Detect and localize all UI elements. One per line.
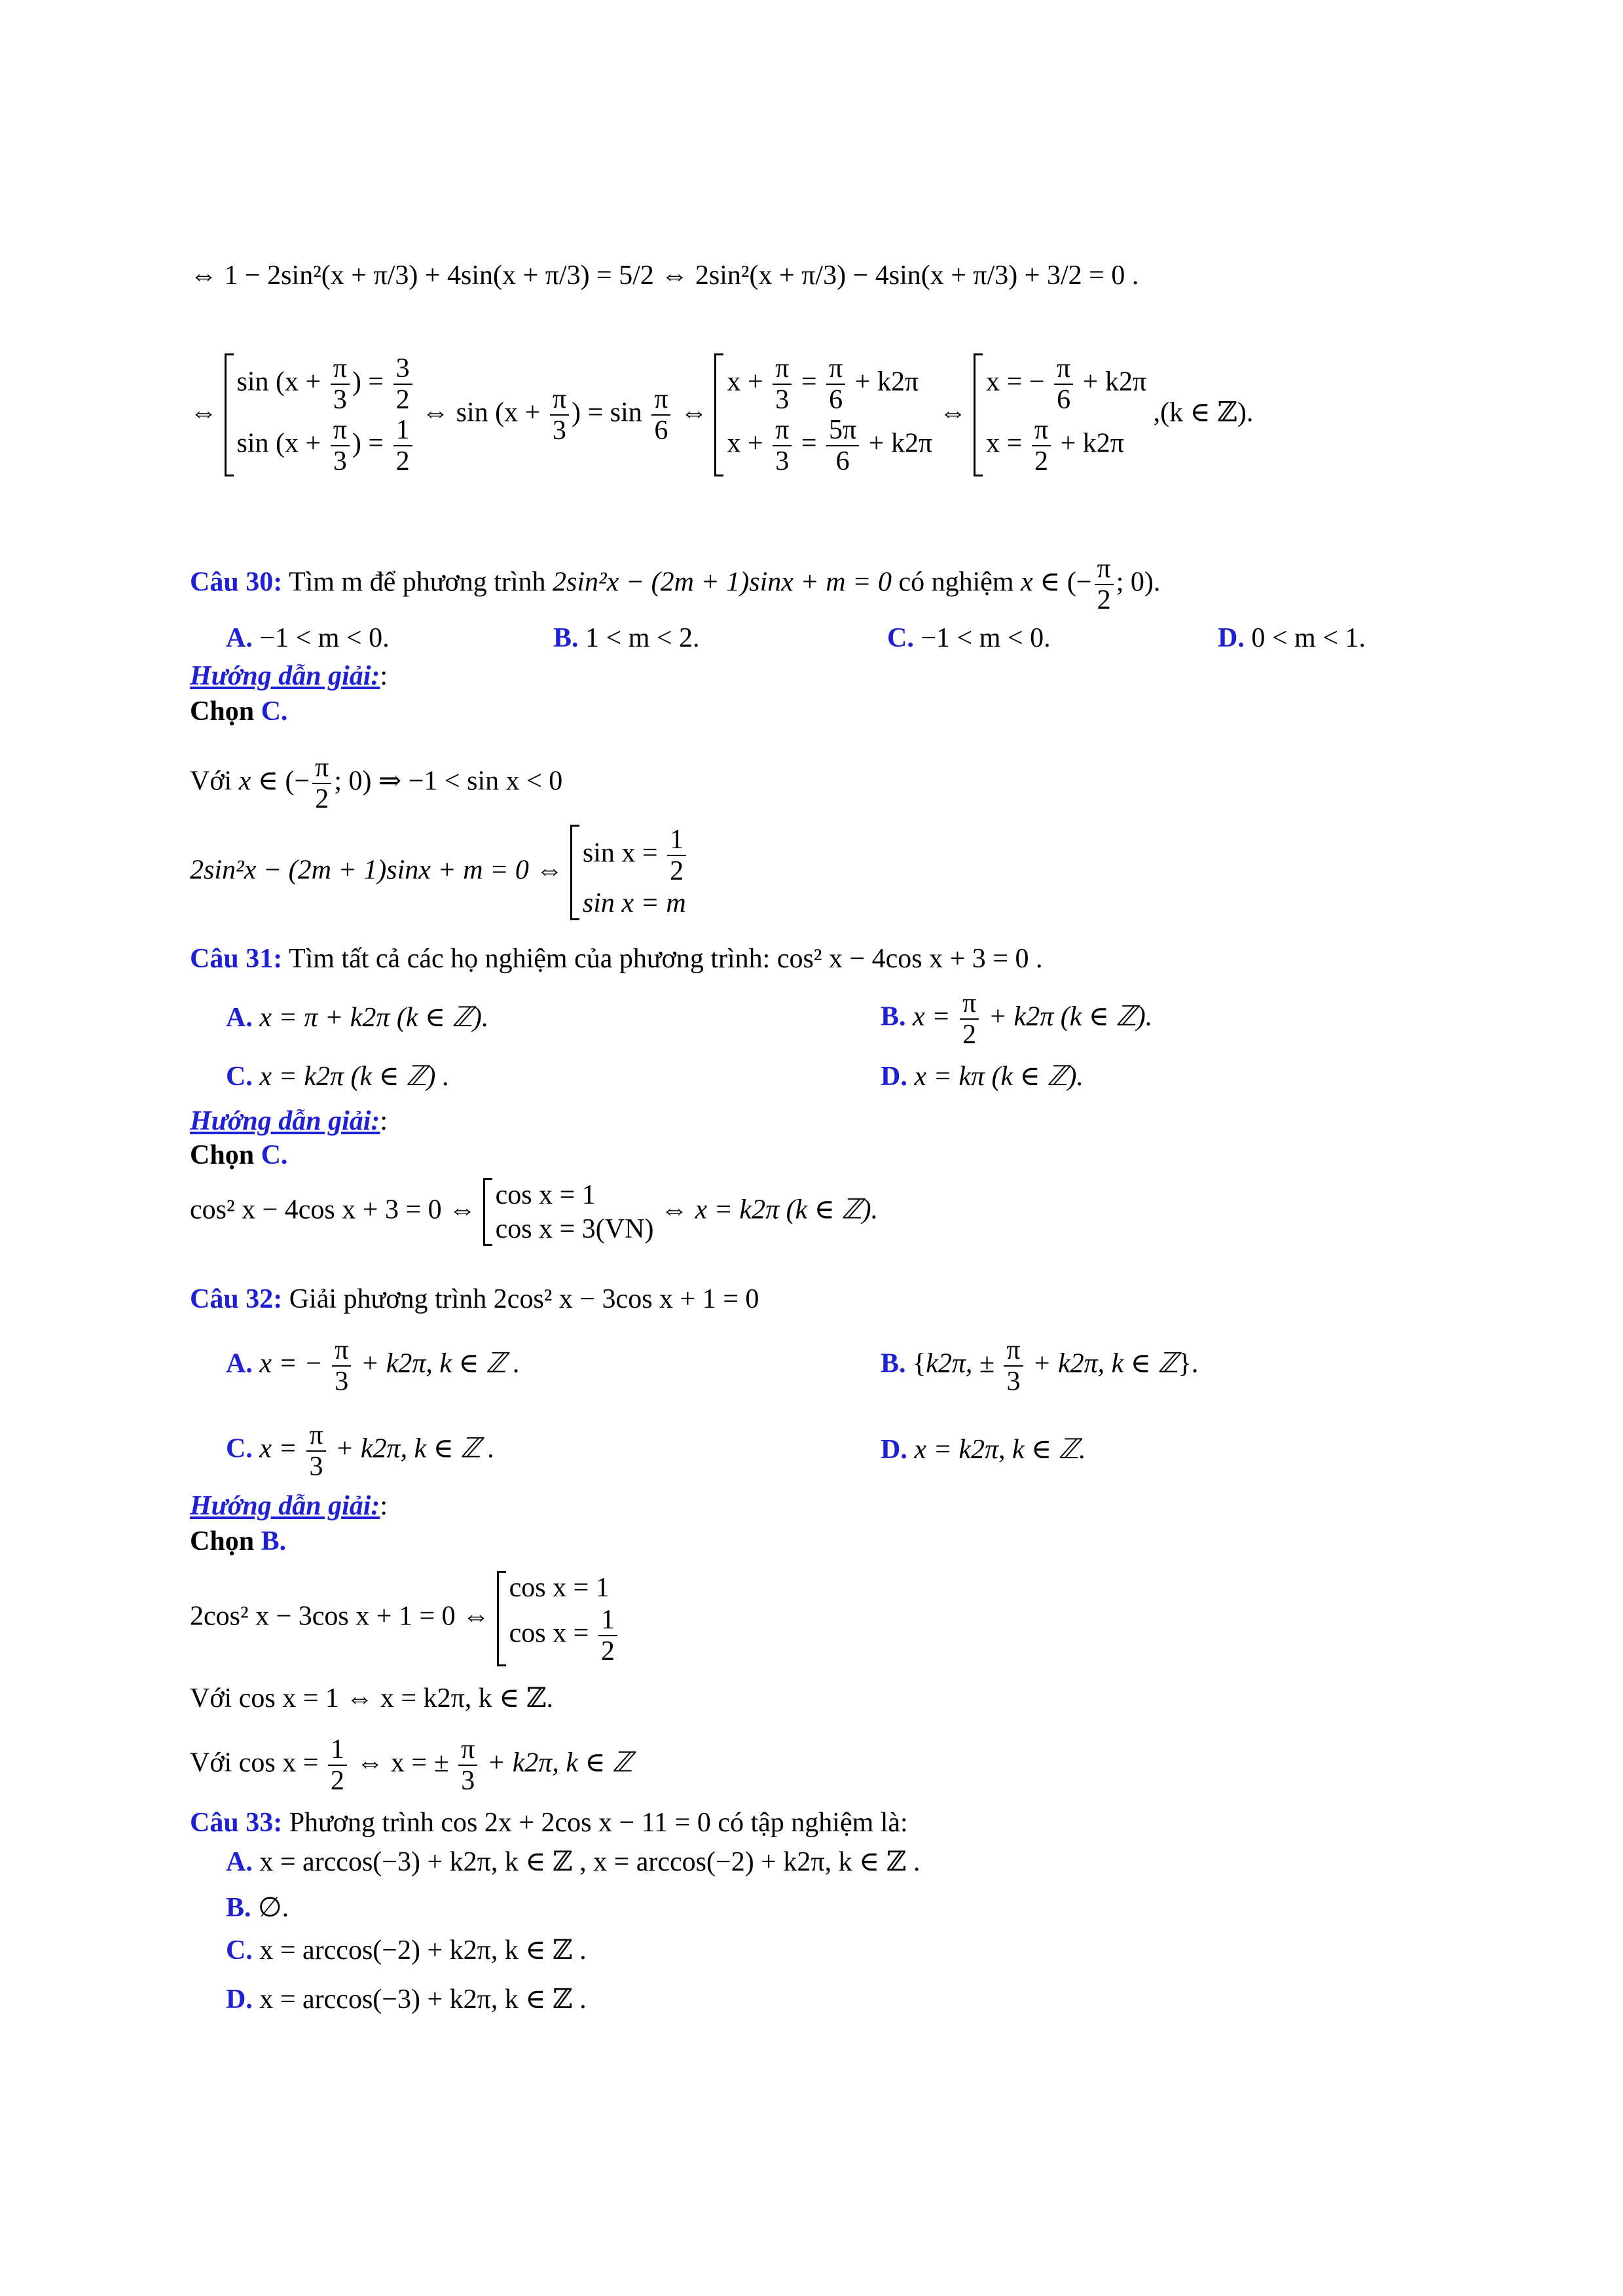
x-plus: x + — [285, 428, 321, 459]
frac-den: 2 — [395, 385, 410, 415]
option-label: D. — [881, 1435, 907, 1465]
question-31 — [190, 942, 1042, 975]
fraction — [331, 353, 350, 415]
q33-option-c[interactable] — [226, 1934, 587, 1967]
option-text: x = arccos(−2) + k2π, k ∈ ℤ . — [259, 1935, 587, 1965]
fraction — [312, 753, 331, 814]
option-label: C. — [887, 623, 914, 653]
k2pi: + k2π — [854, 367, 919, 397]
case-text: sin x = — [582, 838, 658, 869]
x-plus: x + — [727, 367, 763, 397]
choose-label: Chọn — [190, 696, 255, 726]
q31-option-a[interactable] — [226, 1001, 488, 1034]
frac-den: 2 — [315, 784, 329, 814]
frac-num: 1 — [598, 1605, 617, 1636]
option-text: 1 < m < 2. — [585, 623, 700, 653]
option-text: x = kπ (k ∈ ℤ). — [914, 1062, 1084, 1092]
frac-num: π — [331, 415, 350, 446]
frac-den: 3 — [333, 446, 347, 476]
option-label: A. — [226, 1847, 253, 1877]
solution-lhs: 2sin²x − (2m + 1)sinx + m = 0 ⇔ — [190, 855, 564, 886]
guide-text: Hướng dẫn giải: — [190, 1491, 380, 1521]
frac-den: 6 — [1057, 385, 1071, 415]
q30-solution — [190, 825, 689, 920]
k2pi: + k2π — [868, 428, 933, 459]
k2pi: + k2π — [1082, 367, 1147, 397]
q33-option-d[interactable] — [226, 1983, 587, 2016]
case-bracket — [497, 1571, 620, 1666]
sin-text: sin — [236, 428, 269, 459]
option-label: B. — [226, 1893, 251, 1923]
frac-num: π — [1004, 1335, 1023, 1367]
fraction — [458, 1734, 477, 1796]
fraction — [773, 415, 792, 476]
fraction — [773, 353, 792, 415]
fraction — [550, 384, 569, 446]
option-text: x = − — [259, 1348, 323, 1379]
choose-label: Chọn — [190, 1526, 255, 1556]
fraction — [960, 988, 979, 1050]
x-eq: x = — [986, 428, 1023, 459]
option-label: B. — [881, 1001, 906, 1032]
x-plus: x + — [285, 367, 321, 397]
q31-option-c[interactable] — [226, 1060, 450, 1093]
guide-colon: : — [380, 1491, 388, 1521]
with-label: Với — [190, 766, 232, 797]
frac-num: 1 — [393, 415, 412, 446]
equation-line-1 — [190, 259, 1139, 292]
question-equation: cos² x − 4cos x + 3 = 0 . — [776, 944, 1043, 974]
question-text: Giải phương trình — [289, 1284, 487, 1314]
question-equation: 2cos² x − 3cos x + 1 = 0 — [493, 1284, 759, 1314]
frac-num: π — [1054, 353, 1073, 385]
frac-den: 3 — [309, 1452, 323, 1482]
option-c[interactable] — [887, 622, 1051, 655]
option-label: D. — [1218, 623, 1245, 653]
q32-with-2 — [190, 1734, 632, 1796]
equation-text: ⇔ 1 − 2sin²(x + π/3) + 4sin(x + π/3) = 5/2 ⇔ 2sin²(x + π/3) − 4sin(x + π/3) + 3/2 = 0 . — [190, 260, 1139, 291]
solution-lhs: 2cos² x − 3cos x + 1 = 0 ⇔ — [190, 1601, 490, 1632]
equals-sign: = — [368, 428, 384, 459]
frac-num: π — [331, 353, 350, 385]
fraction — [826, 415, 859, 476]
guide-heading — [190, 1490, 388, 1522]
q32-option-b[interactable]: B. {k2π, ± $\frac{\pi}{3}$ + k2π, k ∈ ℤ}. — [881, 1335, 1199, 1397]
option-a[interactable] — [226, 622, 390, 655]
fraction — [1032, 415, 1051, 476]
frac-den: 2 — [395, 446, 410, 476]
sin-text: sin — [236, 367, 269, 397]
q31-solution — [190, 1178, 878, 1246]
option-text: x = arccos(−3) + k2π, k ∈ ℤ . — [259, 1984, 587, 2015]
option-label: C. — [226, 1433, 253, 1464]
guide-heading — [190, 1105, 388, 1138]
frac-num: π — [773, 415, 792, 446]
guide-colon: : — [380, 661, 388, 691]
case-bracket — [570, 825, 689, 920]
question-equation: 2sin²x − (2m + 1)sinx + m = 0 — [553, 567, 892, 598]
option-text: −1 < m < 0. — [921, 623, 1051, 653]
frac-den: 6 — [829, 385, 843, 415]
q33-option-a[interactable] — [226, 1846, 920, 1878]
option-text: + k2π, k ∈ ℤ . — [335, 1433, 495, 1464]
option-text: x = — [913, 1001, 951, 1032]
question-label: Câu 33: — [190, 1808, 283, 1838]
case-bracket — [974, 353, 1146, 476]
guide-text: Hướng dẫn giải: — [190, 1106, 380, 1136]
fraction — [331, 415, 350, 476]
frac-num: π — [312, 753, 331, 784]
question-32 — [190, 1283, 759, 1316]
case-row — [727, 415, 932, 476]
case-row — [727, 353, 932, 415]
frac-den: 3 — [461, 1766, 475, 1796]
with-text: Với cos x = — [190, 1748, 319, 1778]
fraction — [667, 825, 686, 886]
choose-label: Chọn — [190, 1140, 255, 1170]
frac-den: 3 — [335, 1367, 349, 1397]
equals-sign: = — [801, 367, 817, 397]
case-row — [496, 1212, 654, 1246]
option-text: x = k2π (k ∈ ℤ) . — [259, 1062, 450, 1092]
fraction — [306, 1420, 325, 1482]
frac-den: 6 — [654, 416, 668, 446]
option-text: x = — [259, 1433, 297, 1464]
q33-option-b[interactable] — [226, 1892, 289, 1924]
x-plus: x + — [727, 428, 763, 459]
k-integer: ,(k ∈ ℤ). — [1153, 397, 1254, 428]
fraction — [651, 384, 670, 446]
equals-sin: = sin — [587, 397, 642, 428]
option-label: B. — [881, 1348, 906, 1379]
option-label: A. — [226, 1348, 253, 1379]
case-row: sin (x + $\frac{\pi}{3}$ ) = $\frac{1}{2}$ — [237, 415, 415, 476]
frac-num: π — [550, 384, 569, 416]
x-eq: x = − — [986, 367, 1045, 397]
case-bracket — [225, 353, 415, 476]
guide-text: Hướng dẫn giải: — [190, 661, 380, 691]
q30-with: Với x ∈ (− $\frac{\pi}{2}$ ; 0) ⇒ −1 < sin x < 0 — [190, 753, 563, 814]
choice-answer: C. — [261, 696, 288, 726]
option-label: B. — [553, 623, 579, 653]
frac-num: 3 — [393, 353, 412, 385]
frac-num: π — [960, 988, 979, 1020]
option-label: A. — [226, 1003, 253, 1033]
case-row — [986, 353, 1146, 415]
case-row — [986, 415, 1146, 476]
frac-den: 2 — [962, 1020, 977, 1050]
case-text: cos x = — [509, 1618, 589, 1649]
option-text: x = k2π, k ∈ ℤ. — [914, 1435, 1086, 1465]
option-d[interactable] — [1218, 622, 1366, 655]
frac-den: 2 — [330, 1766, 344, 1796]
case-row — [509, 1605, 620, 1666]
frac-den: 3 — [333, 385, 347, 415]
question-text: Tìm m để phương trình — [288, 567, 546, 598]
q32-option-c[interactable] — [226, 1420, 495, 1482]
case-row — [583, 825, 689, 886]
case-row — [509, 1571, 620, 1605]
option-b[interactable] — [553, 622, 700, 655]
fraction — [393, 353, 412, 415]
q32-option-d[interactable] — [881, 1433, 1086, 1466]
question-label: Câu 30: — [190, 567, 283, 598]
frac-num: π — [306, 1420, 325, 1452]
equation-system-1: ⇔ sin (x + $\frac{\pi}{3}$ ) = $\frac{3}{2}$ sin (x + $\frac{\pi}{3}$ ) = $\frac{1}{2}$ ⇔ sin (x + $\frac{\pi}{3}$ ) = sin $\frac{\pi}{6}$ ⇔ x + $\frac{\pi}{3}$ = $\frac{\pi}{6}$ + k2π x + $\frac{\pi}{3}$ = $\frac{5\pi}{6}$ + k2π ⇔ x = − $\frac{\pi}{6}$ + k2π x = $\frac{\pi}{2}$ + k2π ,(k ∈ ℤ). — [190, 353, 1254, 476]
frac-num: 5π — [826, 415, 859, 446]
equiv-arrow: ⇔ — [190, 397, 217, 428]
frac-num: π — [458, 1734, 477, 1766]
with-text: Với cos x = 1 ⇔ x = k2π, k ∈ ℤ. — [190, 1683, 554, 1713]
frac-den: 3 — [552, 416, 566, 446]
fraction — [393, 415, 412, 476]
option-label: A. — [226, 623, 253, 653]
frac-num: π — [1095, 554, 1114, 585]
frac-num: π — [826, 353, 845, 385]
equals-sign: = — [368, 367, 384, 397]
option-text: k2π, ± — [926, 1348, 994, 1379]
question-condition: có nghiệm — [898, 567, 1014, 598]
solution-rhs: ⇔ x = k2π (k ∈ ℤ). — [660, 1194, 879, 1225]
option-text: + k2π (k ∈ ℤ). — [988, 1001, 1153, 1032]
frac-den: 3 — [1006, 1367, 1021, 1397]
fraction — [1095, 554, 1114, 615]
case-row: sin (x + $\frac{\pi}{3}$ ) = $\frac{3}{2}$ — [237, 353, 415, 415]
interval-pre: x ∈ — [1021, 567, 1061, 598]
x-plus: x + — [504, 397, 541, 428]
q32-solution — [190, 1571, 620, 1666]
question-label: Câu 31: — [190, 944, 283, 974]
option-label: C. — [226, 1935, 253, 1965]
frac-den: 2 — [1097, 585, 1111, 615]
case-row — [496, 1178, 654, 1212]
case-text: cos x = 1 — [509, 1573, 610, 1603]
frac-num: 1 — [328, 1734, 347, 1766]
fraction — [826, 353, 845, 415]
frac-den: 2 — [1034, 446, 1048, 476]
equals-sign: = — [801, 428, 817, 459]
option-text: −1 < m < 0. — [259, 623, 390, 653]
option-text: + k2π, k ∈ ℤ — [1032, 1348, 1178, 1379]
solution-lhs: cos² x − 4cos x + 3 = 0 ⇔ — [190, 1194, 477, 1225]
frac-den: 3 — [775, 446, 790, 476]
choice-answer: C. — [261, 1140, 288, 1170]
case-text: sin x = m — [582, 888, 686, 918]
with-result: ⇒ −1 < sin x < 0 — [378, 766, 563, 797]
choose-line — [190, 1525, 286, 1558]
q31-option-b[interactable] — [881, 988, 1152, 1050]
option-text: x = π + k2π (k ∈ ℤ). — [259, 1003, 489, 1033]
option-text: + k2π, k ∈ ℤ . — [360, 1348, 520, 1379]
frac-num: π — [651, 384, 670, 416]
fraction — [1004, 1335, 1023, 1397]
q31-option-d[interactable] — [881, 1060, 1084, 1093]
q32-with-1 — [190, 1682, 553, 1715]
option-text: x = arccos(−3) + k2π, k ∈ ℤ , x = arccos(−2) + k2π, k ∈ ℤ . — [259, 1847, 921, 1877]
question-text: Tìm tất cả các họ nghiệm của phương trình: — [288, 944, 771, 974]
frac-num: π — [332, 1335, 351, 1367]
option-text: ∅. — [258, 1893, 289, 1923]
choose-line — [190, 695, 287, 728]
choose-line — [190, 1139, 287, 1172]
interval-mid: ; 0 — [334, 766, 363, 797]
option-text: 0 < m < 1. — [1251, 623, 1366, 653]
frac-num: 1 — [667, 825, 686, 856]
question-text: Phương trình cos 2x + 2cos x − 11 = 0 có tập nghiệm là: — [289, 1808, 908, 1838]
q32-option-a[interactable] — [226, 1335, 520, 1397]
option-label: D. — [881, 1062, 907, 1092]
fraction — [1054, 353, 1073, 415]
case-row — [583, 886, 689, 920]
guide-heading — [190, 660, 388, 692]
frac-den: 6 — [835, 446, 850, 476]
case-text: cos x = 3(VN) — [495, 1214, 654, 1244]
equiv-arrow: ⇔ — [939, 397, 967, 428]
with-text: ⇔ x = ± — [356, 1748, 449, 1778]
interval-mid: ; 0 — [1116, 567, 1144, 598]
frac-num: π — [773, 353, 792, 385]
option-label: D. — [226, 1984, 253, 2015]
case-bracket — [483, 1178, 654, 1246]
question-30: Câu 30: Tìm m để phương trình 2sin²x − (2m + 1)sinx + m = 0 có nghiệm x ∈ (− $\frac{\pi}{2}$ ; 0). — [190, 554, 1161, 615]
question-33 — [190, 1806, 908, 1839]
frac-den: 2 — [600, 1636, 615, 1666]
choice-answer: B. — [261, 1526, 287, 1556]
case-text: cos x = 1 — [495, 1180, 596, 1210]
equiv-arrow: ⇔ — [680, 397, 708, 428]
k2pi: + k2π — [1060, 428, 1124, 459]
fraction — [598, 1605, 617, 1666]
frac-den: 2 — [670, 856, 684, 886]
equiv-sin: ⇔ sin — [422, 397, 488, 428]
question-label: Câu 32: — [190, 1284, 283, 1314]
with-text: + k2π, k ∈ ℤ — [486, 1748, 633, 1778]
interval-pre: x ∈ — [238, 766, 278, 797]
option-label: C. — [226, 1062, 253, 1092]
frac-num: π — [1032, 415, 1051, 446]
fraction — [328, 1734, 347, 1796]
guide-colon: : — [380, 1106, 388, 1136]
case-bracket — [714, 353, 932, 476]
frac-den: 3 — [775, 385, 790, 415]
fraction — [332, 1335, 351, 1397]
